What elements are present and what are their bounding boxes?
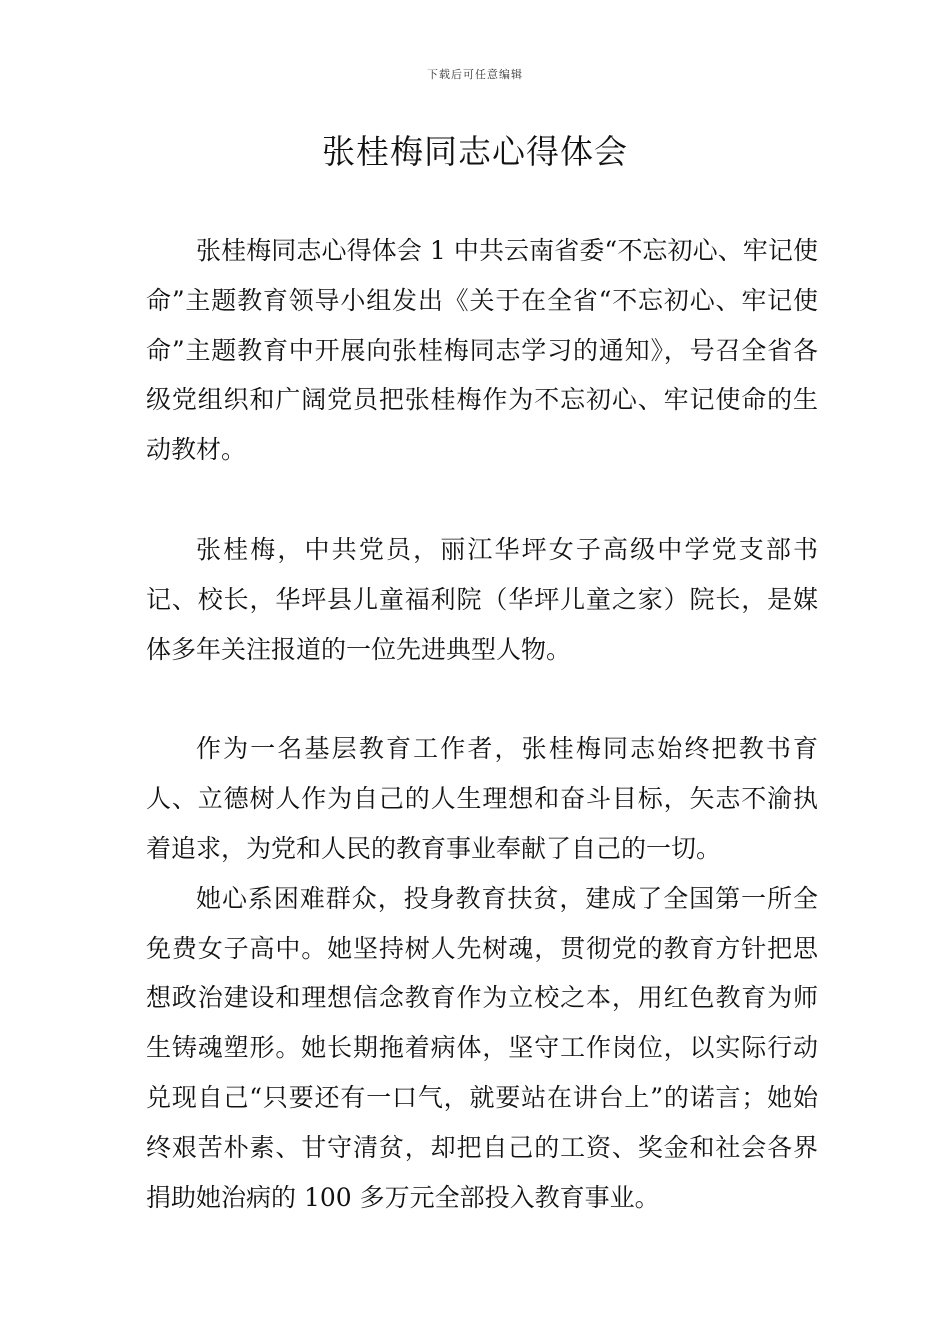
paragraph-1: 张桂梅同志心得体会 1 中共云南省委“不忘初心、牢记使命”主题教育领导小组发出《关于在全省“不忘初心、牢记使命”主题教育中开展向张桂梅同志学习的通知》，号召全省各级党组织和广阔党员把张桂梅作为不忘初心、牢记使命的生动教材。 [146, 236, 818, 465]
paragraph-3: 作为一名基层教育工作者，张桂梅同志始终把教书育人、立德树人作为自己的人生理想和奋斗目标，矢志不渝执着追求，为党和人民的教育事业奉献了自己的一切。 [146, 734, 818, 863]
paragraph-4: 她心系困难群众，投身教育扶贫，建成了全国第一所全免费女子高中。她坚持树人先树魂，贯彻党的教育方针把思想政治建设和理想信念教育作为立校之本，用红色教育为师生铸魂塑形。她长期拖着病体，坚守工作岗位，以实际行动兑现自己“只要还有一口气，就要站在讲台上”的诺言；她始终艰苦朴素、甘守清贫，却把自己的工资、奖金和社会各界捐助她治病的 100 多万元全部投入教育事业。 [146, 883, 818, 1212]
header-note: 下载后可任意编辑 [427, 68, 523, 81]
document-body [146, 226, 818, 1222]
document-title: 张桂梅同志心得体会 [322, 132, 628, 171]
paragraph-2: 张桂梅，中共党员，丽江华坪女子高级中学党支部书记、校长，华坪县儿童福利院（华坪儿童之家）院长，是媒体多年关注报道的一位先进典型人物。 [146, 534, 818, 664]
